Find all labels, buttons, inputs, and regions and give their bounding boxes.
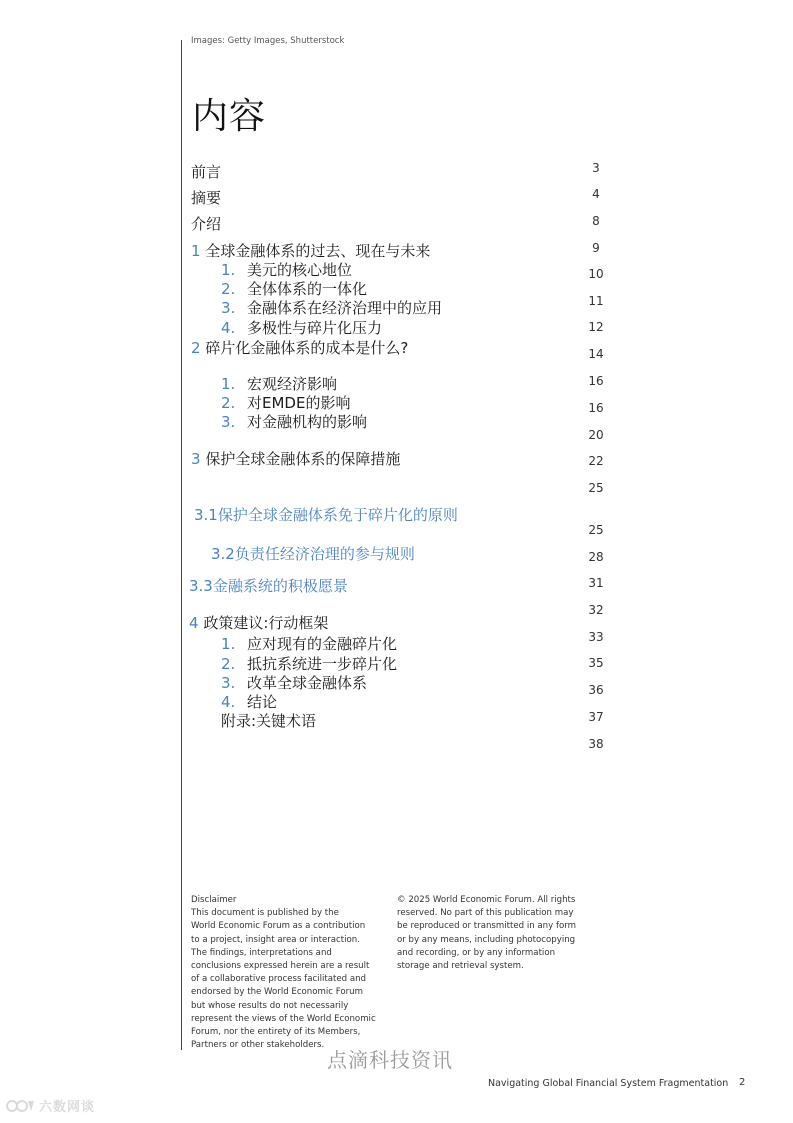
page-number: 38 [588,737,604,751]
toc-label: 摘要 [191,189,222,207]
page-number: 31 [588,576,604,590]
chapter-number: 4 [189,614,199,632]
disclaimer-line: of a collaborative process facilitated and [191,974,366,985]
page-number: 35 [588,656,604,670]
page-number: 12 [588,320,604,334]
toc-label: 全体体系的一体化 [247,280,368,298]
toc-label: 附录:关键术语 [221,712,317,730]
toc-subitem-4-2[interactable] [221,653,397,674]
page-title: 内容 [192,96,267,137]
toc-label: 3.3金融系统的积极愿景 [189,577,348,595]
toc-subitem-2-3[interactable] [221,411,367,432]
toc-label: 对金融机构的影响 [247,413,368,431]
disclaimer-line: but whose results do not necessarily [191,1000,349,1011]
disclaimer-line: to a project, insight area or interaction. [191,934,360,945]
toc-label: 前言 [191,163,222,181]
subitem-number: 3. [221,299,236,317]
toc-label: 金融体系在经济治理中的应用 [247,299,443,317]
disclaimer-line: This document is published by the [191,908,339,919]
toc-item-chapter-1[interactable] [191,240,430,261]
watermark-text: 点滴科技资讯 [327,1048,453,1072]
subitem-number: 2. [221,655,236,673]
toc-subitem-2-1[interactable] [221,373,337,394]
toc-subitem-1-4[interactable] [221,317,382,338]
toc-item-foreword[interactable] [191,161,221,182]
toc-label: 3.2负责任经济治理的参与规则 [211,545,415,563]
page-number: 8 [592,214,600,228]
page-number: 22 [588,454,604,468]
subitem-number: 1. [221,375,236,393]
corner-logo [6,1096,95,1115]
page-number: 32 [588,603,604,617]
disclaimer-line: endorsed by the World Economic Forum [191,987,363,998]
subitem-number: 4. [221,693,236,711]
page-number: 36 [588,683,604,697]
toc-subitem-1-1[interactable] [221,259,352,280]
page-number: 16 [588,401,604,415]
toc-subitem-2-2[interactable] [221,392,350,413]
page-number: 10 [588,267,604,281]
toc-subitem-1-2[interactable] [221,278,367,299]
chapter-number: 3 [191,450,201,468]
page-number: 25 [588,481,604,495]
page-number: 25 [588,523,604,537]
chapter-number: 2 [191,339,201,357]
toc-item-summary[interactable] [191,187,221,208]
image-credits: Images: Getty Images, Shutterstock [191,36,345,46]
toc-label: 介绍 [191,215,222,233]
toc-subitem-4-4[interactable] [221,691,277,712]
toc-label: 改革全球金融体系 [247,674,368,692]
page-number: 9 [592,241,600,255]
subitem-number: 2. [221,394,236,412]
toc-subitem-4-3[interactable] [221,672,367,693]
footer-page-number: 2 [739,1077,746,1088]
page-number: 37 [588,710,604,724]
toc-item-introduction[interactable] [191,213,221,234]
vertical-rule [181,40,182,1050]
subitem-number: 1. [221,635,236,653]
toc-label: 政策建议:行动框架 [203,614,329,632]
subitem-number: 2. [221,280,236,298]
toc-label: 碎片化金融体系的成本是什么? [205,339,409,357]
page-number: 14 [588,347,604,361]
toc-label: 宏观经济影响 [247,375,338,393]
copyright-line: storage and retrieval system. [397,961,524,972]
page-number: 33 [588,630,604,644]
logo-text: 六数网谈 [39,1100,96,1115]
disclaimer-line: World Economic Forum as a contribution [191,921,366,932]
copyright-line: and recording, or by any information [397,947,556,958]
toc-subitem-3-1[interactable] [194,504,458,525]
footer-report-title: Navigating Global Financial System Fragmentation [488,1078,729,1089]
page-number: 4 [592,187,600,201]
toc-subitem-1-3[interactable] [221,297,442,318]
copyright-text [397,894,582,973]
subitem-number: 3. [221,674,236,692]
copyright-line: be reproduced or transmitted in any form [397,921,576,932]
toc-item-chapter-2[interactable] [191,337,408,358]
toc-subitem-4-1[interactable] [221,633,397,654]
disclaimer-heading: Disclaimer [191,895,237,905]
subitem-number: 4. [221,319,236,337]
logo-icon [6,1097,36,1115]
disclaimer-line: Partners or other stakeholders. [191,1040,325,1051]
toc-label: 多极性与碎片化压力 [247,319,383,337]
toc-label: 3.1保护全球金融体系免于碎片化的原则 [194,506,458,524]
disclaimer-line: Forum, nor the entirety of its Members, [191,1027,361,1038]
copyright-line: or by any means, including photocopying [397,934,576,945]
disclaimer-line: The findings, interpretations and [191,947,332,958]
copyright-line: © 2025 World Economic Forum. All rights [397,895,576,905]
disclaimer-line: conclusions expressed herein are a result [191,961,370,972]
toc-label: 结论 [247,693,278,711]
toc-label: 全球金融体系的过去、现在与未来 [205,242,431,260]
page-number: 3 [592,161,600,175]
toc-label: 保护全球金融体系的保障措施 [205,450,401,468]
toc-subitem-3-3[interactable] [189,575,348,596]
page-number: 28 [588,550,604,564]
toc-item-chapter-3[interactable] [191,448,400,469]
subitem-number: 1. [221,261,236,279]
chapter-number: 1 [191,242,201,260]
toc-subitem-3-2[interactable] [211,543,415,564]
toc-label: 美元的核心地位 [247,261,353,279]
disclaimer-text [191,894,376,1052]
page-number: 16 [588,374,604,388]
copyright-line: reserved. No part of this publication may [397,908,574,919]
disclaimer-line: represent the views of the World Economic [191,1013,376,1024]
page-number: 11 [588,294,604,308]
toc-item-appendix[interactable] [221,710,316,731]
page-number: 20 [588,428,604,442]
subitem-number: 3. [221,413,236,431]
toc-label: 抵抗系统进一步碎片化 [247,655,398,673]
toc-item-chapter-4[interactable] [189,612,328,633]
toc-label: 应对现有的金融碎片化 [247,635,398,653]
toc-label: 对EMDE的影响 [247,394,351,412]
